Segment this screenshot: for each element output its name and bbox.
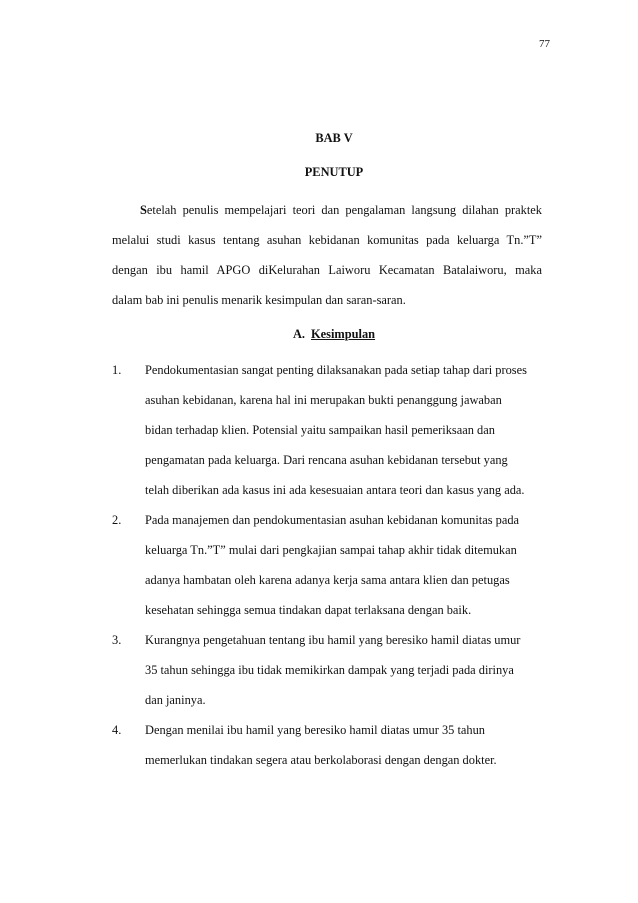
- page-number: 77: [539, 38, 550, 50]
- list-item-line: dan janinya.: [145, 693, 206, 707]
- list-item: [112, 355, 552, 505]
- intro-line: dalam bab ini penulis menarik kesimpulan dan saran-saran.: [112, 293, 406, 307]
- list-item-line: Dengan menilai ibu hamil yang beresiko hamil diatas umur 35 tahun: [145, 723, 485, 737]
- chapter-heading: [0, 121, 638, 189]
- list-item-line: kesehatan sehingga semua tindakan dapat terlaksana dengan baik.: [145, 603, 472, 617]
- section-heading: [0, 327, 638, 342]
- list-item-line: telah diberikan ada kasus ini ada kesesuaian antara teori dan kasus yang ada.: [145, 483, 525, 497]
- list-item-number: 1.: [112, 363, 122, 377]
- list-item-line: keluarga Tn.”T” mulai dari pengkajian sampai tahap akhir tidak ditemukan: [145, 543, 517, 557]
- intro-first-letter: S: [140, 203, 147, 217]
- list-item-line: memerlukan tindakan segera atau berkolaborasi dengan dengan dokter.: [145, 753, 497, 767]
- list-item-number: 2.: [112, 513, 122, 527]
- chapter-label: BAB V: [315, 131, 353, 145]
- list-item: [112, 505, 552, 625]
- intro-line: [112, 195, 542, 225]
- intro-paragraph: [112, 195, 542, 315]
- list-item-line: Pada manajemen dan pendokumentasian asuhan kebidanan komunitas pada: [145, 513, 520, 527]
- chapter-title: PENUTUP: [304, 165, 364, 179]
- list-item-line: pengamatan pada keluarga. Dari rencana asuhan kebidanan tersebut yang: [145, 453, 508, 467]
- list-item: [112, 715, 552, 775]
- list-item-number: 4.: [112, 723, 122, 737]
- list-item-line: asuhan kebidanan, karena hal ini merupakan bukti penanggung jawaban: [145, 393, 502, 407]
- section-letter: A.: [292, 327, 305, 341]
- conclusion-list: [112, 355, 552, 775]
- list-item-line: adanya hambatan oleh karena adanya kerja sama antara klien dan petugas: [145, 573, 510, 587]
- list-item-line: bidan terhadap klien. Potensial yaitu sampaikan hasil pemeriksaan dan: [145, 423, 495, 437]
- section-title: Kesimpulan: [311, 327, 376, 341]
- list-item: [112, 625, 552, 715]
- intro-line-text: etelah penulis mempelajari teori dan pengalaman langsung dilahan praktek: [146, 203, 542, 217]
- list-item-line: 35 tahun sehingga ibu tidak memikirkan dampak yang terjadi pada dirinya: [145, 663, 514, 677]
- list-item-line: Kurangnya pengetahuan tentang ibu hamil yang beresiko hamil diatas umur: [145, 633, 521, 647]
- list-item-line: Pendokumentasian sangat penting dilaksanakan pada setiap tahap dari proses: [145, 363, 527, 377]
- intro-line: dengan ibu hamil APGO diKelurahan Laiworu Kecamatan Batalaiworu, maka: [112, 263, 542, 277]
- list-item-number: 3.: [112, 633, 122, 647]
- intro-line: melalui studi kasus tentang asuhan kebidanan komunitas pada keluarga Tn.”T”: [112, 233, 542, 247]
